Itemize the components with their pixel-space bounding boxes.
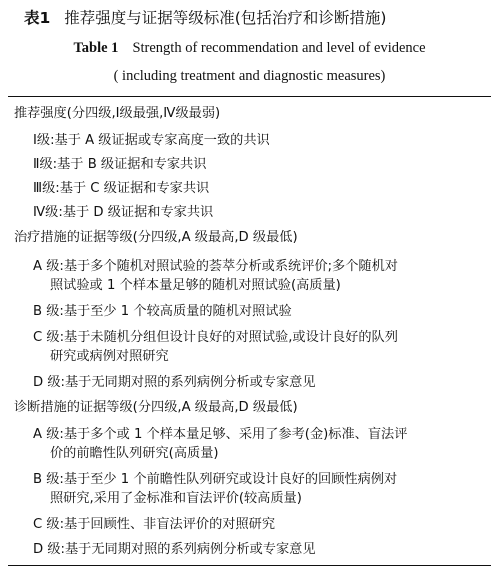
recommendation-level-3: Ⅲ级:基于 C 级证据和专家共识 — [33, 181, 210, 196]
section-heading-recommendation: 推荐强度(分四级,Ⅰ级最强,Ⅳ级最弱) — [14, 106, 221, 121]
recommendation-level-4: Ⅳ级:基于 D 级证据和专家共识 — [33, 205, 214, 220]
diagnosis-level-d: D 级:基于无同期对照的系列病例分析或专家意见 — [33, 542, 316, 557]
diagnosis-level-a-cont: 价的前瞻性队列研究(高质量) — [50, 446, 219, 461]
section-heading-diagnosis: 诊断措施的证据等级(分四级,A 级最高,D 级最低) — [14, 400, 298, 415]
table-caption-en — [0, 38, 499, 58]
diagnosis-level-b-cont: 照研究,采用了金标准和盲法评价(较高质量) — [50, 491, 302, 506]
recommendation-level-1: Ⅰ级:基于 A 级证据或专家高度一致的共识 — [33, 133, 270, 148]
treatment-level-b: B 级:基于至少 1 个较高质量的随机对照试验 — [33, 304, 292, 319]
diagnosis-level-c: C 级:基于回顾性、非盲法评价的对照研究 — [33, 517, 276, 532]
table-title-en: Strength of recommendation and level of evidence — [132, 40, 426, 56]
diagnosis-level-a: A 级:基于多个或 1 个样本量足够、采用了参考(金)标准、盲法评 — [33, 427, 408, 442]
table-caption-en-cont: ( including treatment and diagnostic measures) — [113, 68, 386, 84]
table-bottom-rule — [8, 565, 491, 566]
treatment-level-d: D 级:基于无同期对照的系列病例分析或专家意见 — [33, 375, 316, 390]
recommendation-level-2: Ⅱ级:基于 B 级证据和专家共识 — [33, 157, 207, 172]
treatment-level-c: C 级:基于未随机分组但设计良好的对照试验,或设计良好的队列 — [33, 330, 398, 345]
table-label-cn: 表1 — [24, 9, 51, 27]
treatment-level-c-cont: 研究或病例对照研究 — [50, 349, 169, 364]
table-title-cn: 推荐强度与证据等级标准(包括治疗和诊断措施) — [64, 9, 387, 27]
table-top-rule — [8, 96, 491, 97]
treatment-level-a: A 级:基于多个随机对照试验的荟萃分析或系统评价;多个随机对 — [33, 259, 398, 274]
diagnosis-level-b: B 级:基于至少 1 个前瞻性队列研究或设计良好的回顾性病例对 — [33, 472, 398, 487]
section-heading-treatment: 治疗措施的证据等级(分四级,A 级最高,D 级最低) — [14, 230, 298, 245]
table-label-en: Table 1 — [73, 40, 119, 56]
table-caption-cn — [24, 7, 484, 29]
treatment-level-a-cont: 照试验或 1 个样本量足够的随机对照试验(高质量) — [50, 278, 341, 293]
